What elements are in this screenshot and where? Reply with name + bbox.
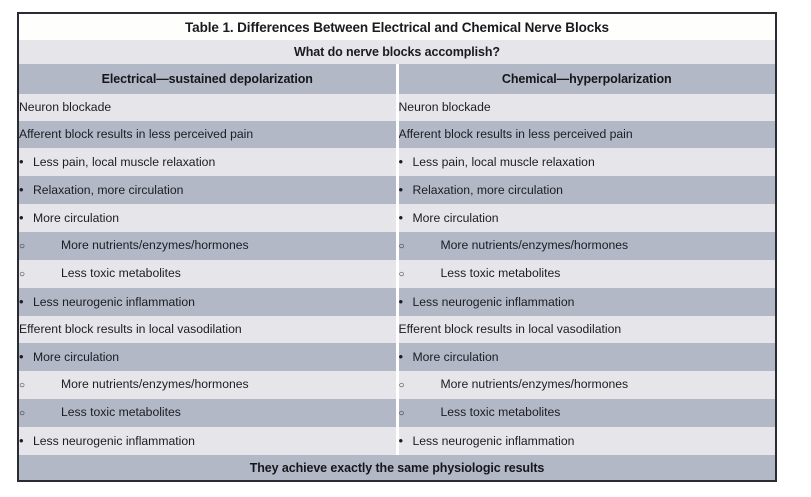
table-cell-left <box>19 94 397 121</box>
bullet-dot-icon: • <box>19 349 24 364</box>
table-cell-left <box>19 316 397 343</box>
table-cell-right <box>397 121 775 148</box>
table-cell-right <box>397 399 775 427</box>
table-title-row <box>19 14 775 40</box>
cell-text: Less neurogenic inflammation <box>33 434 195 448</box>
cell-text: Less pain, local muscle relaxation <box>412 155 595 169</box>
bullet-dot-icon: • <box>398 154 404 169</box>
nerve-block-comparison-table <box>17 12 777 482</box>
cell-text: More nutrients/enzymes/hormones <box>61 377 249 391</box>
table-cell-right <box>397 204 775 232</box>
cell-text: Efferent block results in local vasodilation <box>398 322 622 336</box>
cell-text: More circulation <box>412 350 499 364</box>
table-title: Table 1. Differences Between Electrical and Chemical Nerve Blocks <box>19 14 775 40</box>
table-row <box>19 399 775 427</box>
table-cell-right <box>397 371 775 399</box>
cell-text: Afferent block results in less perceived pain <box>19 127 254 141</box>
table-cell-right <box>397 260 775 288</box>
cell-text: Relaxation, more circulation <box>33 183 184 197</box>
bullet-circle-icon: ○ <box>19 269 26 280</box>
table-cell-left <box>19 204 397 232</box>
bullet-circle-icon: ○ <box>398 241 405 252</box>
table-footer: They achieve exactly the same physiologic results <box>19 455 775 480</box>
table-row <box>19 148 775 176</box>
table-cell-right <box>397 288 775 316</box>
cell-text: Neuron blockade <box>398 100 491 114</box>
cell-text: Relaxation, more circulation <box>412 183 563 197</box>
cell-text: More circulation <box>33 350 120 364</box>
cell-text: Afferent block results in less perceived pain <box>398 127 633 141</box>
table-cell-right <box>397 176 775 204</box>
cell-text: Less toxic metabolites <box>440 266 561 280</box>
cell-text: Less neurogenic inflammation <box>412 295 575 309</box>
table-cell-left <box>19 148 397 176</box>
table-row <box>19 94 775 121</box>
cell-text: More nutrients/enzymes/hormones <box>440 377 629 391</box>
table-row <box>19 371 775 399</box>
bullet-dot-icon: • <box>398 294 404 309</box>
cell-text: More circulation <box>33 211 120 225</box>
bullet-dot-icon: • <box>19 433 24 448</box>
cell-text: More circulation <box>412 211 499 225</box>
table-cell-left <box>19 121 397 148</box>
table-subtitle-row <box>19 40 775 64</box>
table-footer-row <box>19 455 775 480</box>
table-cell-right <box>397 427 775 455</box>
table-row <box>19 260 775 288</box>
table-body <box>19 14 775 480</box>
table-row <box>19 288 775 316</box>
bullet-circle-icon: ○ <box>398 269 405 280</box>
bullet-circle-icon: ○ <box>19 241 26 252</box>
cell-text: More nutrients/enzymes/hormones <box>61 238 249 252</box>
table-cell-right <box>397 316 775 343</box>
bullet-circle-icon: ○ <box>19 408 26 419</box>
table-cell-left <box>19 232 397 260</box>
comparison-table <box>19 14 775 480</box>
column-header-chemical: Chemical—hyperpolarization <box>397 64 775 94</box>
column-header-row <box>19 64 775 94</box>
bullet-dot-icon: • <box>398 210 404 225</box>
bullet-dot-icon: • <box>19 294 24 309</box>
bullet-dot-icon: • <box>19 182 24 197</box>
cell-text: Less toxic metabolites <box>440 405 561 419</box>
bullet-dot-icon: • <box>398 433 404 448</box>
table-cell-right <box>397 343 775 371</box>
table-cell-left <box>19 288 397 316</box>
bullet-circle-icon: ○ <box>19 380 26 391</box>
bullet-dot-icon: • <box>19 210 24 225</box>
table-cell-right <box>397 94 775 121</box>
table-cell-right <box>397 232 775 260</box>
table-row <box>19 316 775 343</box>
table-row <box>19 343 775 371</box>
table-row <box>19 121 775 148</box>
table-cell-left <box>19 176 397 204</box>
cell-text: More nutrients/enzymes/hormones <box>440 238 629 252</box>
table-cell-left <box>19 399 397 427</box>
table-cell-right <box>397 148 775 176</box>
cell-text: Less neurogenic inflammation <box>33 295 195 309</box>
table-row <box>19 427 775 455</box>
cell-text: Less toxic metabolites <box>61 405 181 419</box>
table-cell-left <box>19 371 397 399</box>
cell-text: Less pain, local muscle relaxation <box>33 155 216 169</box>
bullet-circle-icon: ○ <box>398 408 405 419</box>
table-cell-left <box>19 343 397 371</box>
bullet-circle-icon: ○ <box>398 380 405 391</box>
table-cell-left <box>19 427 397 455</box>
table-row <box>19 232 775 260</box>
cell-text: Neuron blockade <box>19 100 112 114</box>
table-row <box>19 204 775 232</box>
cell-text: Efferent block results in local vasodilation <box>19 322 242 336</box>
table-row <box>19 176 775 204</box>
table-subtitle: What do nerve blocks accomplish? <box>19 40 775 64</box>
cell-text: Less neurogenic inflammation <box>412 434 575 448</box>
bullet-dot-icon: • <box>398 182 404 197</box>
cell-text: Less toxic metabolites <box>61 266 181 280</box>
bullet-dot-icon: • <box>19 154 24 169</box>
table-cell-left <box>19 260 397 288</box>
column-header-electrical: Electrical—sustained depolarization <box>19 64 397 94</box>
bullet-dot-icon: • <box>398 349 404 364</box>
